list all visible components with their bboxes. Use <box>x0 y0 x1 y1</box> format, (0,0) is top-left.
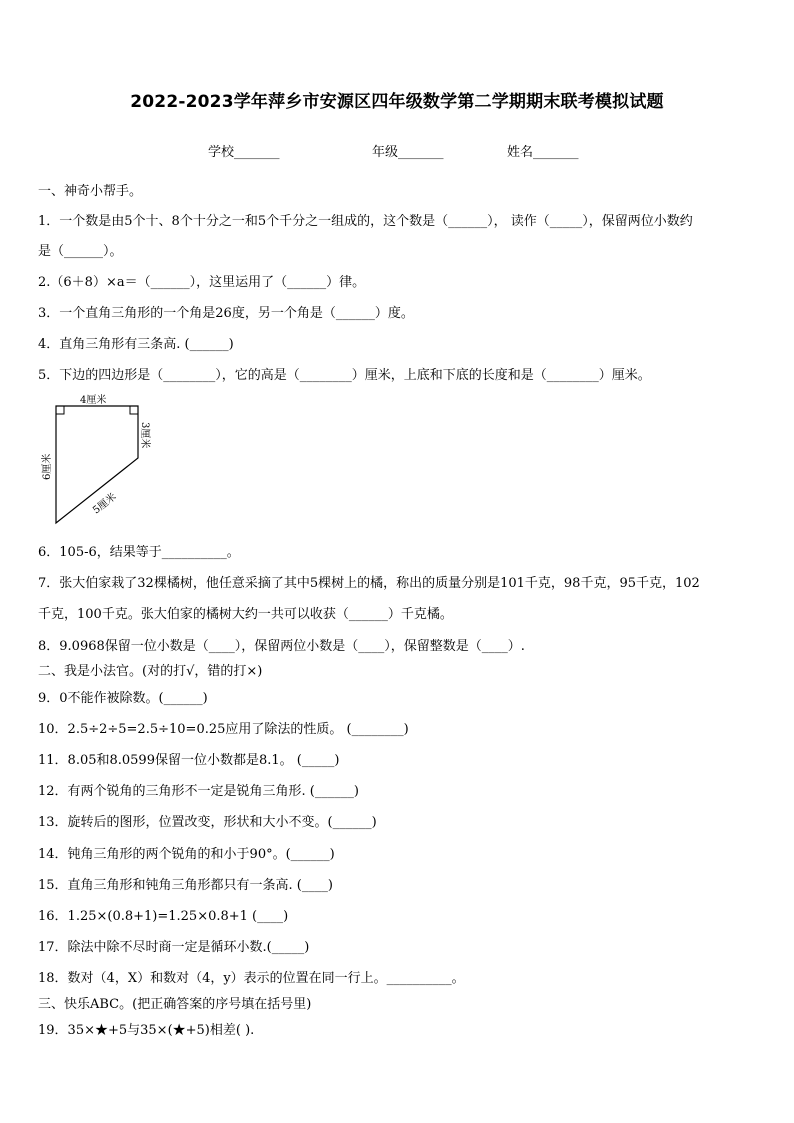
question-6: 6．105-6，结果等于__________。 <box>38 545 240 560</box>
trapezoid-figure <box>36 392 166 536</box>
question-1-line-1: 1．一个数是由5个十、8个十分之一和5个千分之一组成的，这个数是（______）， 读作（_____），保留两位小数约 <box>38 214 693 229</box>
school-field[interactable]: 学校_______ <box>208 145 280 160</box>
section-heading-3: 三、快乐ABC。(把正确答案的序号填在括号里) <box>38 997 312 1012</box>
question-4: 4．直角三角形有三条高. (______) <box>38 337 234 352</box>
question-5: 5．下边的四边形是（________），它的高是（________）厘米，上底和下底的长度和是（________）厘米。 <box>38 368 651 383</box>
section-heading-1: 一、神奇小帮手。 <box>38 184 143 199</box>
question-15: 15．直角三角形和钝角三角形都只有一条高. (____) <box>38 878 333 893</box>
question-12: 12．有两个锐角的三角形不一定是锐角三角形. (______) <box>38 784 359 799</box>
right-angle-mark-left <box>56 406 64 414</box>
question-16: 16．1.25×(0.8+1)=1.25×0.8+1 (____) <box>38 909 289 924</box>
label-slant: 5厘米 <box>91 491 119 517</box>
question-9: 9．0不能作被除数。(______) <box>38 691 208 706</box>
right-angle-mark-right <box>130 406 138 414</box>
question-2: 2.（6＋8）×a＝（______），这里运用了（______）律。 <box>38 275 366 290</box>
question-11: 11．8.05和8.0599保留一位小数都是8.1。 (_____) <box>38 753 340 768</box>
section-heading-2: 二、我是小法官。(对的打√，错的打×) <box>38 664 263 679</box>
question-14: 14．钝角三角形的两个锐角的和小于90°。(______) <box>38 847 335 862</box>
page-title: 2022-2023学年萍乡市安源区四年级数学第二学期期末联考模拟试题 <box>130 92 664 112</box>
question-10: 10．2.5÷2÷5=2.5÷10=0.25应用了除法的性质。 (________) <box>38 722 409 737</box>
question-1-line-2: 是（______）。 <box>38 244 123 259</box>
question-8: 8．9.0968保留一位小数是（____），保留两位小数是（____），保留整数是（____）. <box>38 639 525 654</box>
label-top: 4厘米 <box>80 395 107 406</box>
name-field[interactable]: 姓名_______ <box>507 145 579 160</box>
question-3: 3．一个直角三角形的一个角是26度，另一个角是（______）度。 <box>38 306 414 321</box>
question-17: 17．除法中除不尽时商一定是循环小数.(_____) <box>38 940 310 955</box>
question-7-line-1: 7．张大伯家栽了32棵橘树，他任意采摘了其中5棵树上的橘，称出的质量分别是101千克，98千克，95千克，102 <box>38 576 700 591</box>
question-19: 19．35×★+5与35×(★+5)相差( ). <box>38 1023 255 1038</box>
question-7-line-2: 千克，100千克。张大伯家的橘树大约一共可以收获（______）千克橘。 <box>38 607 453 622</box>
question-13: 13．旋转后的图形，位置改变，形状和大小不变。(______) <box>38 815 377 830</box>
label-right: 3厘米 <box>139 422 150 449</box>
label-left: 6厘米 <box>42 453 53 480</box>
question-18: 18．数对（4，X）和数对（4，y）表示的位置在同一行上。__________。 <box>38 971 465 986</box>
grade-field[interactable]: 年级_______ <box>372 145 444 160</box>
